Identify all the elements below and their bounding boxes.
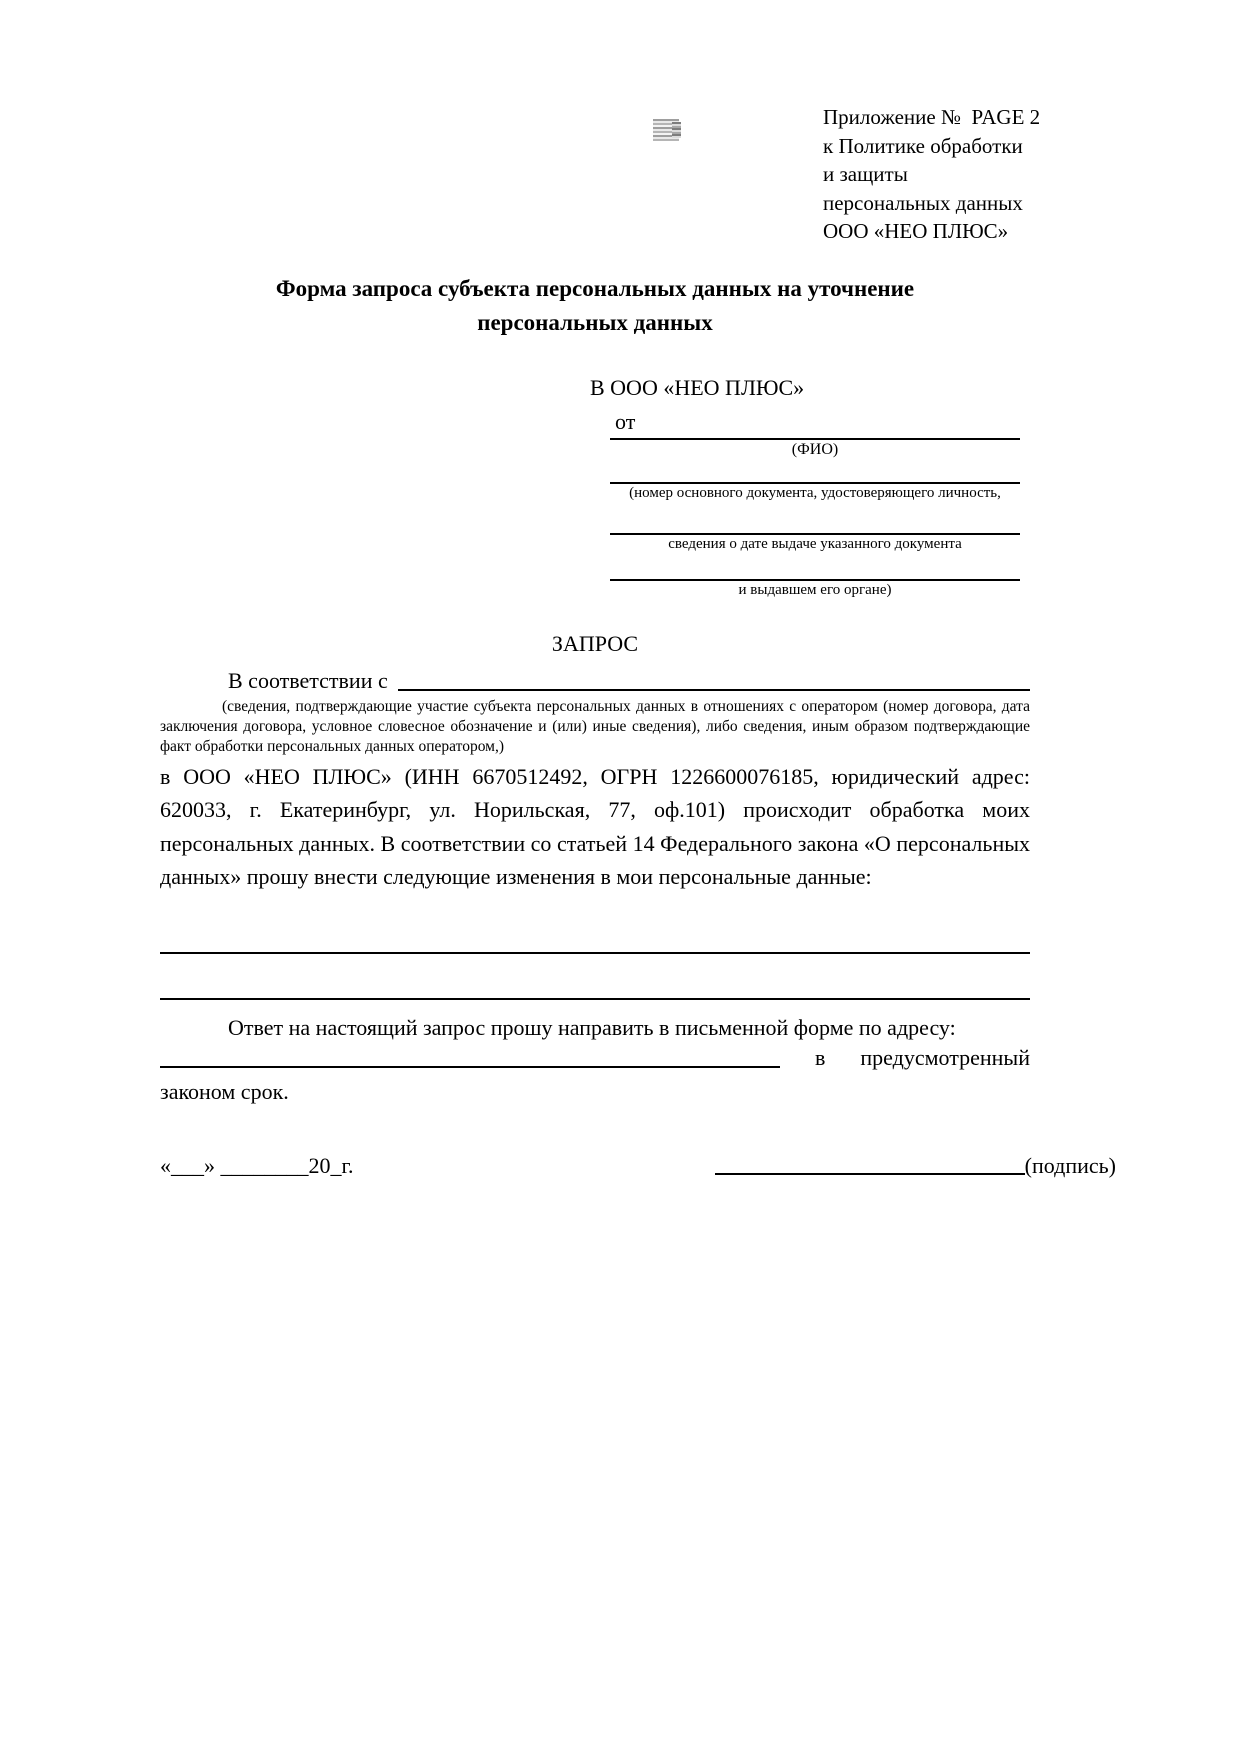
- page-header: [160, 103, 1041, 246]
- addressee-fields: [610, 438, 1020, 599]
- request-heading: ЗАПРОС: [551, 630, 639, 656]
- answer-word: в: [815, 1044, 826, 1070]
- issuing-authority-caption: и выдавшем его органе): [738, 581, 892, 598]
- intro-line: [160, 667, 1030, 695]
- basis-blank-line: [398, 667, 1030, 691]
- appendix-line: к Политике обработки и защиты: [823, 133, 1023, 186]
- date-blank: «___» ________20_г.: [160, 1152, 354, 1178]
- appendix-line: Приложение № PAGE 2: [823, 105, 1041, 129]
- issue-date-caption: сведения о дате выдаче указанного документа: [668, 535, 962, 552]
- fio-caption: (ФИО): [791, 440, 839, 458]
- signature-caption: (подпись): [1024, 1152, 1116, 1178]
- changes-blank-line: [160, 952, 1030, 954]
- address-blank-line: [160, 1066, 780, 1068]
- addressee-block: [160, 374, 1030, 599]
- intro-footnote: (сведения, подтверждающие участие субъекта персональных данных в отношениях с оператором (номер договора, дата заключения договора, условное словесное обозначение и (или) иные сведения), либо сведения, иным образом подтверждающие факт обработки персональных данных оператором,): [160, 697, 1030, 755]
- document-title: [160, 272, 1030, 340]
- paragraph-indent: [160, 667, 228, 695]
- document-number-caption: (номер основного документа, удостоверяющего личность,: [629, 484, 1001, 501]
- embedded-image-artifact-icon: [653, 119, 679, 141]
- document-title-line: персональных данных: [477, 309, 713, 335]
- signature-area: [715, 1152, 1116, 1180]
- appendix-line: персональных данных: [823, 190, 1023, 215]
- answer-word: предусмотренный: [860, 1044, 1030, 1070]
- signature-blank-line: [715, 1173, 1025, 1175]
- document-title-line: Форма запроса субъекта персональных данных на уточнение: [275, 275, 915, 301]
- addressee-to: В ООО «НЕО ПЛЮС»: [590, 374, 805, 400]
- request-body: в ООО «НЕО ПЛЮС» (ИНН 6670512492, ОГРН 1226600076185, юридический адрес: 620033, г. Екатеринбург, ул. Норильская, 77, оф.101) происходит обработка моих персональных данных. В соответствии со статьей 14 Федерального закона «О персональных данных» прошу внести следующие изменения в мои персональные данные:: [160, 763, 1030, 889]
- answer-address-line: [160, 1043, 1030, 1073]
- signature-row: [160, 1152, 1116, 1180]
- answer-intro: Ответ на настоящий запрос прошу направить в письменной форме по адресу:: [228, 1014, 956, 1040]
- from-label: от: [615, 408, 636, 434]
- answer-tail: законом срок.: [160, 1078, 289, 1104]
- appendix-line: ООО «НЕО ПЛЮС»: [823, 219, 1009, 243]
- appendix-note: [823, 103, 1041, 246]
- changes-blank-line: [160, 998, 1030, 1000]
- intro-prefix: В соответствии с: [228, 667, 388, 693]
